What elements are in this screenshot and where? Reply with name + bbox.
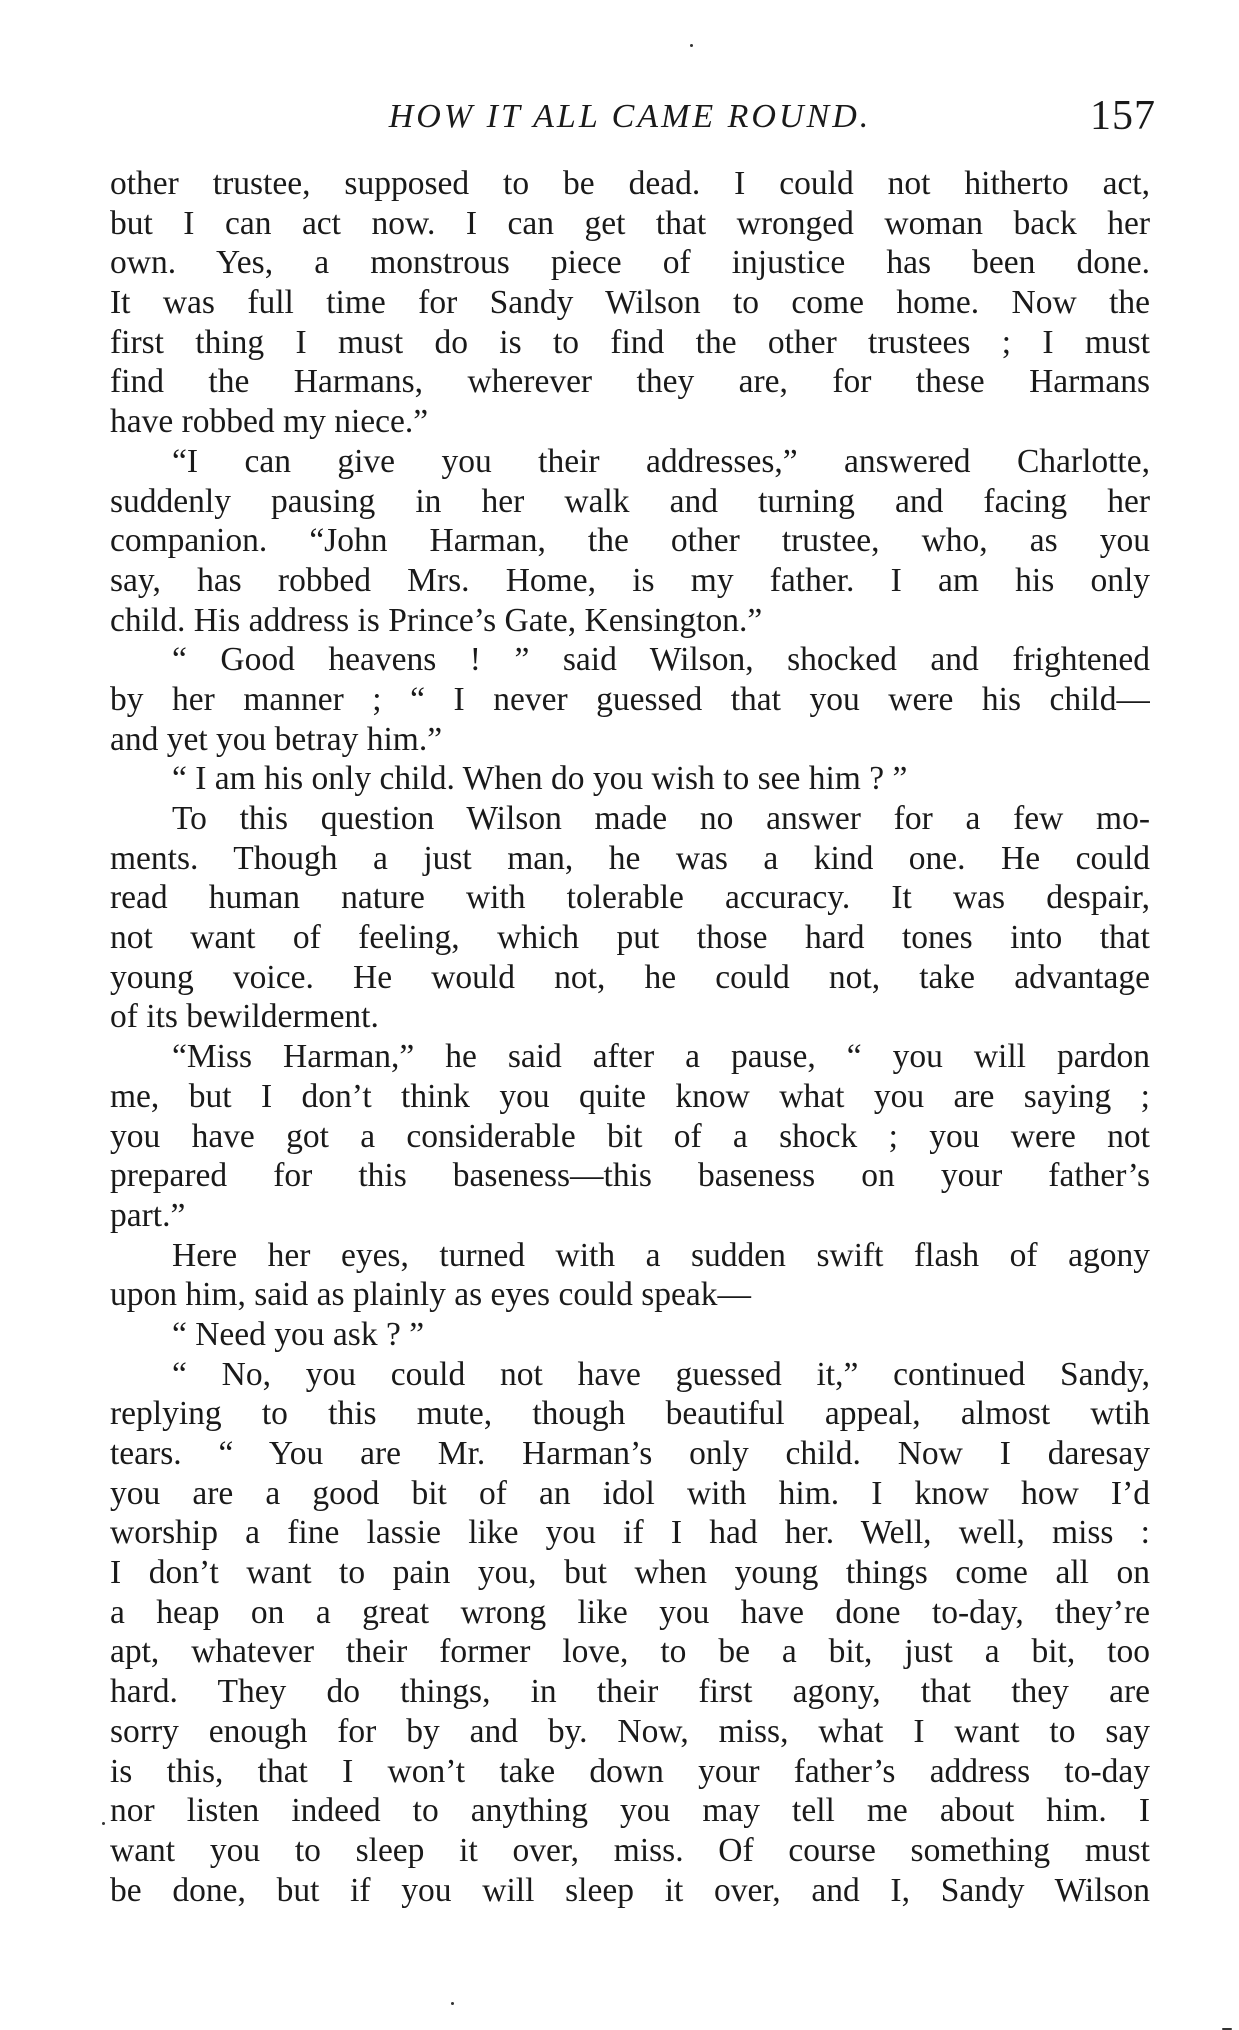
text-line: “ I am his only child. When do you wish to see him ? ” <box>172 760 908 798</box>
text-line: companion. “John Harman, the other trustee, who, as you <box>110 522 1150 560</box>
page-header <box>110 92 1156 152</box>
text-line: part.” <box>110 1196 186 1234</box>
text-line: but I can act now. I can get that wronged woman back her <box>110 204 1150 242</box>
text-line: you have got a considerable bit of a shock ; you were not <box>110 1117 1150 1155</box>
running-head: HOW IT ALL CAME ROUND. <box>388 98 872 135</box>
text-line: is this, that I won’t take down your father’s address to-day <box>110 1752 1150 1790</box>
body-text <box>110 164 1150 1910</box>
text-line: ments. Though a just man, he was a kind one. He could <box>110 839 1150 877</box>
text-line: of its bewilderment. <box>110 998 379 1036</box>
text-line: “ Good heavens ! ” said Wilson, shocked and frightened <box>172 641 1150 679</box>
text-line: To this question Wilson made no answer for a few mo- <box>172 800 1150 837</box>
text-line: not want of feeling, which put those hard tones into that <box>110 919 1150 957</box>
text-line: “Miss Harman,” he said after a pause, “ you will pardon <box>172 1038 1150 1076</box>
text-line: sorry enough for by and by. Now, miss, what I want to say <box>110 1712 1150 1750</box>
print-speck <box>690 44 693 47</box>
text-line: “I can give you their addresses,” answered Charlotte, <box>172 442 1150 480</box>
text-line: me, but I don’t think you quite know what you are saying ; <box>110 1077 1150 1115</box>
text-line: a heap on a great wrong like you have done to-day, they’re <box>110 1593 1150 1631</box>
text-line: read human nature with tolerable accuracy. It was despair, <box>110 879 1150 917</box>
text-line: have robbed my niece.” <box>110 403 429 441</box>
text-line: replying to this mute, though beautiful appeal, almost wtih <box>110 1395 1150 1433</box>
text-line: find the Harmans, wherever they are, for these Harmans <box>110 363 1150 401</box>
text-line: young voice. He would not, he could not, take advantage <box>110 958 1150 996</box>
text-line: by her manner ; “ I never guessed that you were his child— <box>110 680 1150 718</box>
text-line: first thing I must do is to find the other trustees ; I must <box>110 323 1150 361</box>
text-line: tears. “ You are Mr. Harman’s only child. Now I daresay <box>110 1435 1150 1472</box>
text-line: you are a good bit of an idol with him. I know how I’d <box>110 1474 1150 1512</box>
text-line: say, has robbed Mrs. Home, is my father. I am his only <box>110 561 1150 599</box>
text-line: child. His address is Prince’s Gate, Kensington.” <box>110 601 763 639</box>
text-line: own. Yes, a monstrous piece of injustice has been done. <box>110 244 1150 282</box>
text-line: Here her eyes, turned with a sudden swift flash of agony <box>172 1236 1150 1274</box>
print-speck <box>451 2002 454 2005</box>
text-line: and yet you betray him.” <box>110 720 443 758</box>
text-line: nor listen indeed to anything you may tell me about him. I <box>110 1792 1150 1830</box>
text-line: prepared for this baseness—this baseness on your father’s <box>110 1157 1150 1195</box>
text-line: It was full time for Sandy Wilson to come home. Now the <box>110 284 1150 322</box>
text-line: want you to sleep it over, miss. Of course something must <box>110 1831 1150 1869</box>
book-page <box>110 0 1156 2030</box>
page-number: 157 <box>1090 93 1156 139</box>
text-line: other trustee, supposed to be dead. I could not hitherto act, <box>110 165 1150 202</box>
text-line: I don’t want to pain you, but when young things come all on <box>110 1554 1150 1592</box>
text-line: “ Need you ask ? ” <box>172 1315 425 1353</box>
text-line: worship a fine lassie like you if I had her. Well, well, miss : <box>110 1514 1150 1552</box>
text-line: be done, but if you will sleep it over, and I, Sandy Wilson <box>110 1871 1150 1909</box>
text-line: hard. They do things, in their first agony, that they are <box>110 1673 1150 1711</box>
text-line: upon him, said as plainly as eyes could speak— <box>110 1276 752 1314</box>
text-line: suddenly pausing in her walk and turning and facing her <box>110 482 1150 520</box>
print-speck <box>102 1822 105 1825</box>
text-line: “ No, you could not have guessed it,” continued Sandy, <box>172 1355 1150 1393</box>
text-line: apt, whatever their former love, to be a bit, just a bit, too <box>110 1633 1150 1671</box>
